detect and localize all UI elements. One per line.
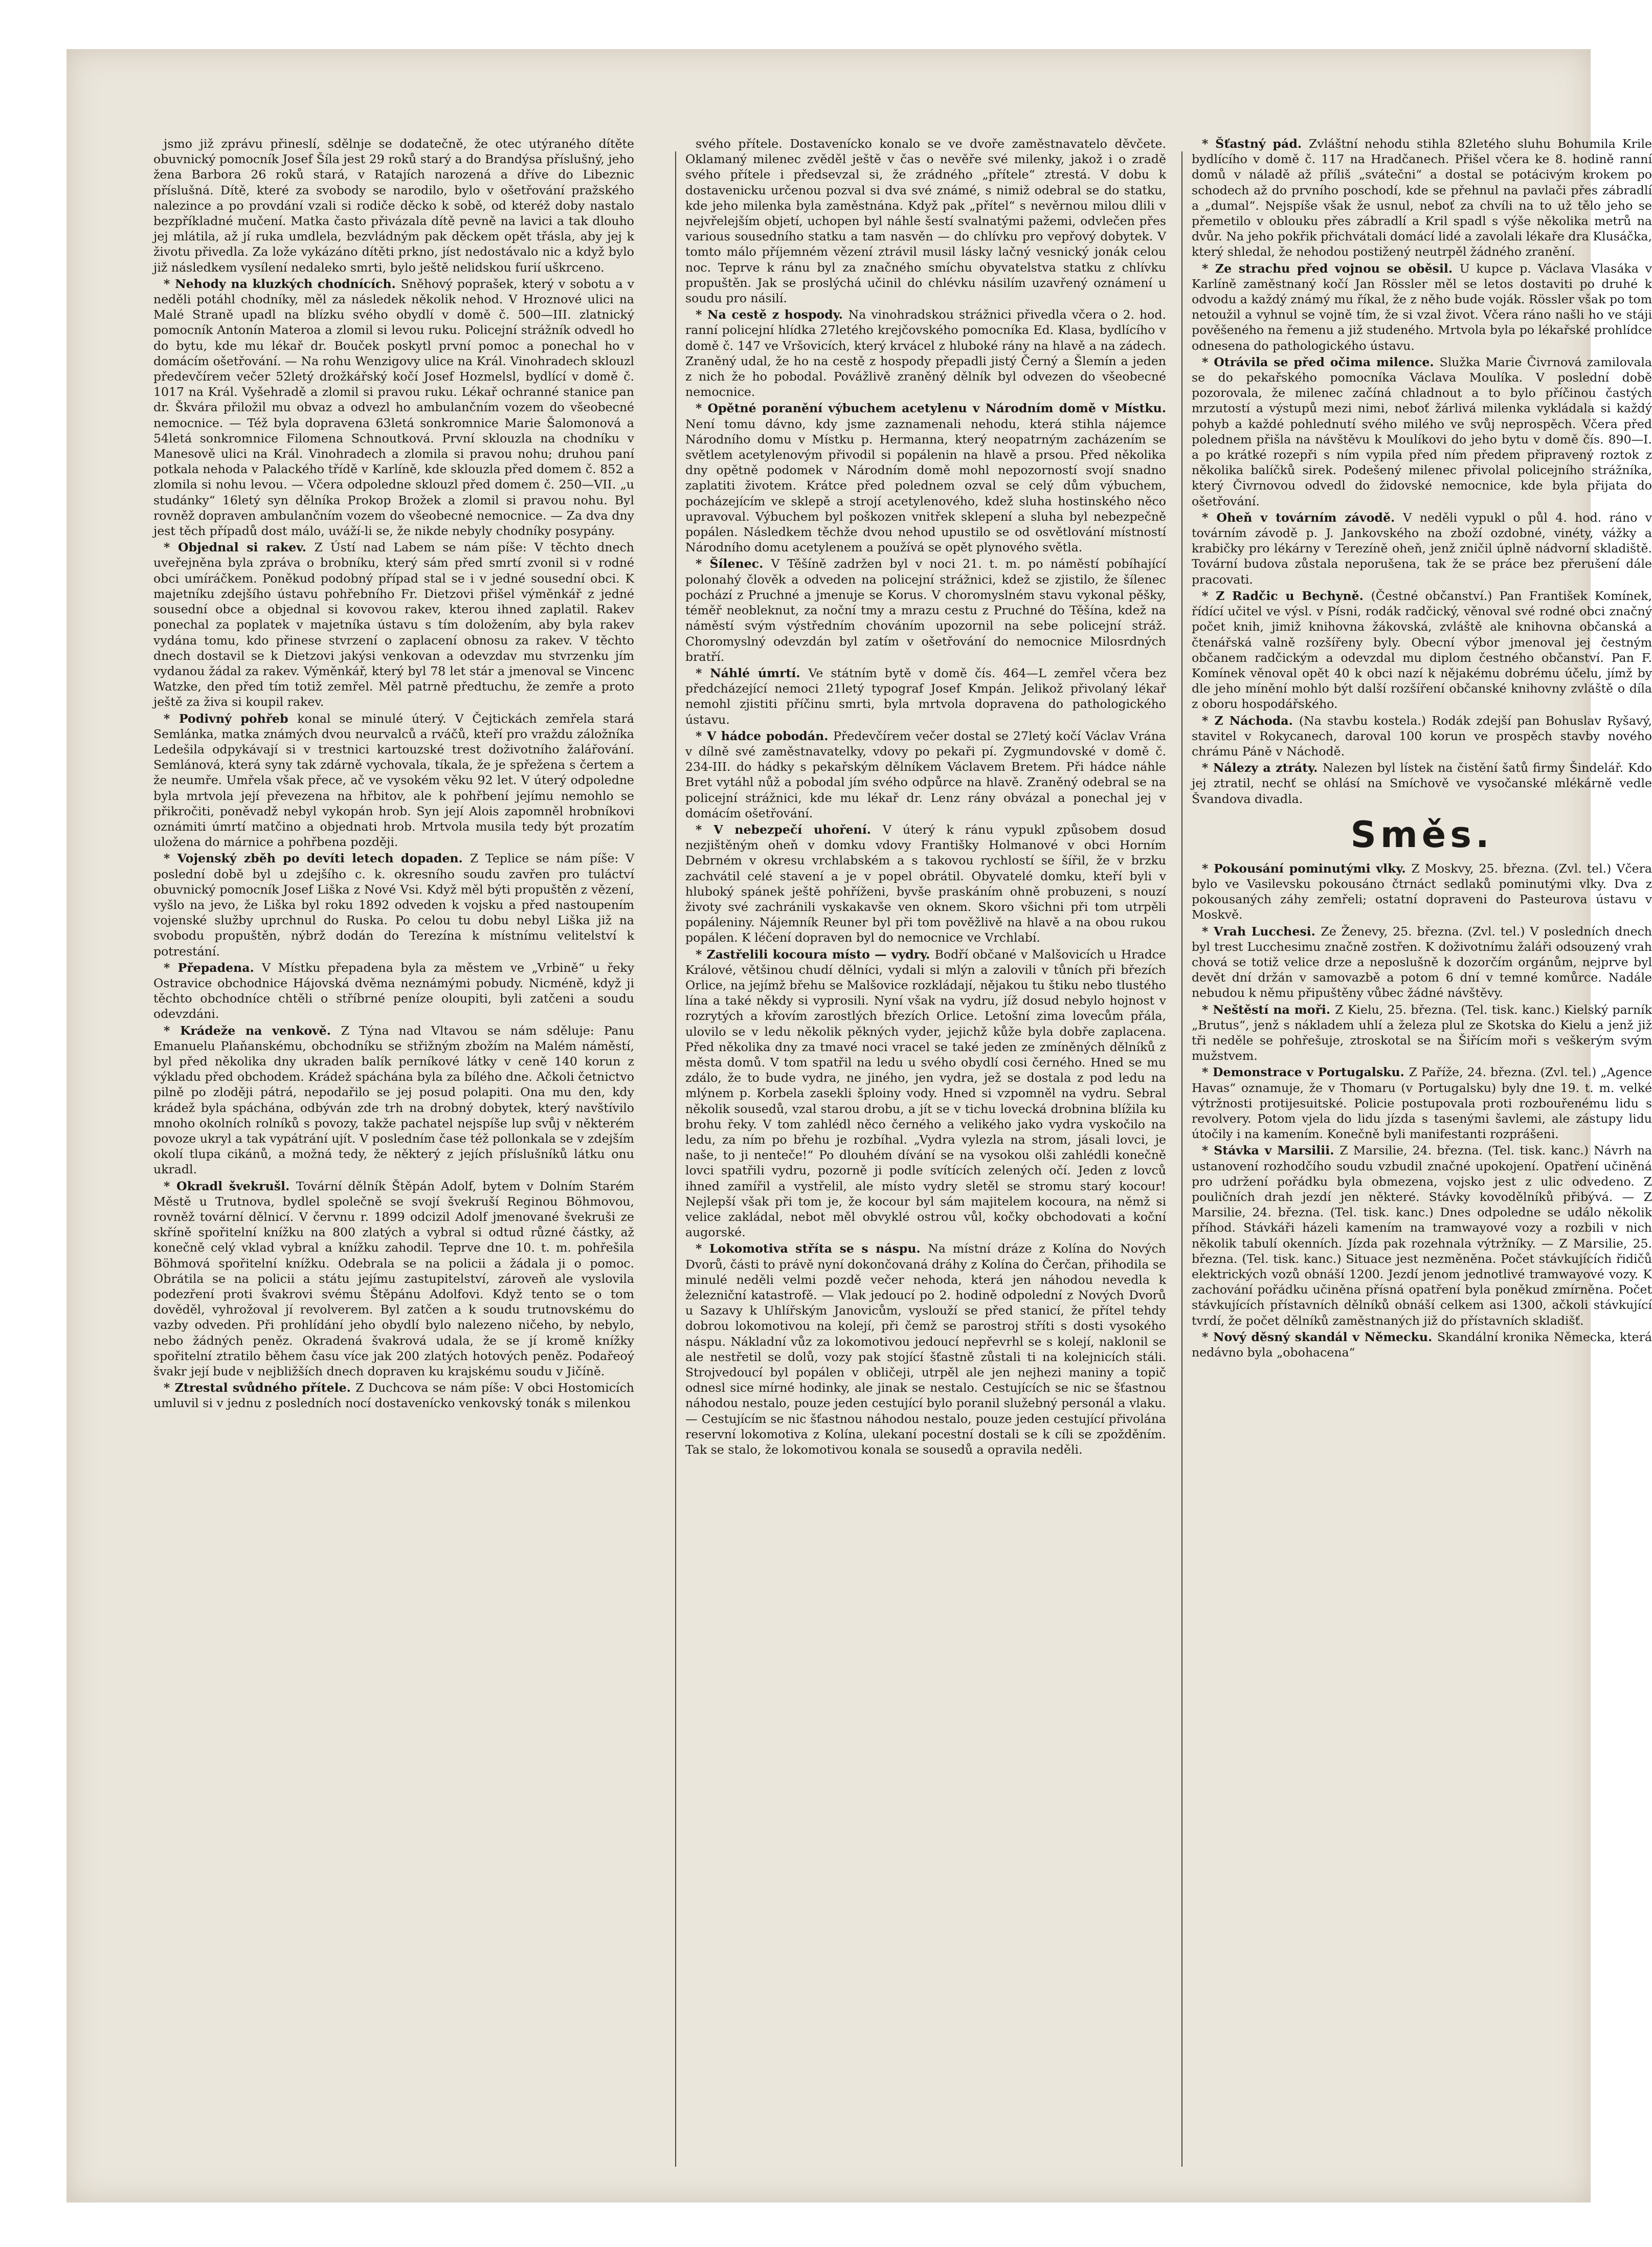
news-text: jsmo již zprávu přineslí, sdělnje se dodatečně, že otec utýraného dítěte obuvnický pomocník Josef Šíla jest 29 roků starý a do Brandýsa příslušný, jeho žena Barbora 26 roků stará, v Ratajích narozená a dříve do Libeznic příslušná. Dítě, které za svobody se narodilo, bylo v ošetřování pražského nalezince a po provdání vzali si rodiče děcko k sobě, od kteréž doby nastalo bezpříkladné mučení. Matka často přivázala dítě pevně na lavici a tak dlouho jej mlátila, až jí ruka umdlela, bezvládným pak děckem opět třásla, aby jej k životu přivedla. Za lože vykázáno dítěti prkno, jíst nedostávalo nic a když bylo již následkem vysílení nedaleko smrti, bylo ještě nelidskou furií uškrceno. [153, 137, 634, 275]
news-item [1192, 1064, 1652, 1142]
news-item [685, 665, 1166, 727]
news-item [685, 136, 1166, 306]
news-text: V Místku přepadena byla za městem ve „Vrbině“ u řeky Ostravice obchodnice Hájovská dvěma neznámými pobudy. Nicméně, když ji těchto obchodníce chtěli o stříbrné peníze oloupiti, byli zatčeni a soudu odevzdáni. [153, 960, 634, 1021]
news-headline: * Nový děsný skandál v Německu. [1202, 1329, 1437, 1344]
news-text: U kupce p. Václava Vlasáka v Karlíně zaměstnaný kočí Jan Rössler měl se letos dostaviti po druhé k odvodu a každý známý mu říkal, že z něho bude voják. Rössler však po tom netoužil a vyhnul se vojně tím, že si vzal život. Včera ráno našli ho ve stáji pověšeného na řemenu a již studeného. Mrtvola byla po lékařské prohlídce odnesena do pathologického ústavu. [1192, 261, 1652, 353]
news-headline: * Ze strachu před vojnou se oběsil. [1202, 261, 1460, 276]
news-headline: * Opětné poranění výbuchem acetylenu v Národním domě v Místku. [696, 401, 1166, 416]
news-item [1192, 261, 1652, 353]
news-item [1192, 861, 1652, 923]
news-headline: * Krádeže na venkově. [164, 1023, 341, 1038]
news-text: V Těšíně zadržen byl v noci 21. t. m. po náměstí pobíhající polonahý člověk a odveden na policejní strážnici, kdež se zjistilo, že šílenec pochází z Pruchné a jmenuje se Korus. V choromyslném stavu vykonal pěšky, téměř neobleknut, za noční tmy a mrazu cestu z Pruchné do Těšína, kdež na náměstí svým výstředním chováním upozornil na sebe policejní stráž. Choromyslný odevzdán byl zatím v ošetřování do nemocnice Milosrdných bratří. [685, 557, 1166, 664]
news-item [1192, 510, 1652, 587]
news-headline: * Lokomotiva stříta se s náspu. [696, 1241, 928, 1256]
news-headline: * Z Radčic u Bechyně. [1202, 588, 1371, 603]
news-headline: * V nebezpečí uhoření. [696, 822, 883, 837]
news-text: konal se minulé úterý. V Čejtickách zemřela stará Semlánka, matka známých dvou neurvalců a rváčů, kteří pro vraždu záložníka Ledešila odpykávají si v trestnici kartouzské trest doživotního žalářování. Semlánová, která syny tak zdárně vychovala, tíkala, že je spřežena s čertem a že neumře. Umřela však přece, ač ve vysokém věku 92 let. V úterý odpoledne byla mrtvola její převezena na hřbitov, ale k pohřbení jejímu nemohlo se přikročiti, poněvadž nebyl vykopán hrob. Syn její Alois zapomněl hrobníkovi oznámiti úmrtí matčino a objednati hrob. Mrtvola musila tedy být prozatím uložena do márnice a pohřbena později. [153, 711, 634, 850]
newspaper-page [66, 49, 1652, 2202]
news-item [685, 728, 1166, 821]
news-text: (Čestné občanství.) Pan František Komínek, řídící učitel ve výsl. v Písni, rodák radčický, věnoval své rodné obci značný počet knih, jimiž knihovna žákovská, zvláště ale knihovna občanská a čtenářská valně rozšířeny byly. Obecní výbor jmenoval jej čestným občanem radčickým a odevzdal mu diplom čestného občanství. Pan F. Komínek věnoval opět 40 k obci nazí k nějakému dobrému účelu, jímž by dle jeho mínění mohlo být další rozšíření občanské knihovny zvláště o díla z oboru hospodářského. [1192, 588, 1652, 711]
news-item [153, 1023, 634, 1177]
column-3-local-news [1192, 136, 1652, 807]
news-text: Z Duchcova se nám píše: V obci Hostomicích umluvil si v jednu z posledních nocí dostavenícko venkovský tonák s milenkou [153, 1381, 634, 1411]
news-text: Služka Marie Čivrnová zamilovala se do pekařského pomocníka Václava Moulíka. V poslední době pozorovala, že milenec začíná chladnout a to bylo příčinou častých mrzutostí a výstupů mezi nimi, neboť žárlivá milenka vykládala si každý pohyb a každé pohlednutí svého milého ve svůj neprospěch. Včera před polednem přišla na návštěvu k Moulíkovi do jeho bytu v domě čís. 890—I. a po krátké rozepři s ním vypila před ním předem připravený roztok z několika balíčků sirek. Podešený milenec přivolal policejního strážníka, který Čivrnovou odvedl do židovské nemocnice, kde byla přijata do ošetřování. [1192, 354, 1652, 508]
news-text: Z Ústí nad Labem se nám píše: V těchto dnech uveřejněna byla zpráva o brobníku, který sám před smrtí zvonil si v rodné obci umíráčkem. Poněkud podobný případ stal se i v jedné sousední obci. K majetníku zdejšího ústavu pohřebního Fr. Dietzovi přišel výměnkář z jedné sousední obce a objednal si kovovou rakev, kterou ihned zaplatil. Rakev ponechal za poplatek v majetníka ústavu s tím doložením, aby byla rakev vydána tomu, kdo přinese stvrzení o zaplacení obnosu za rakev. V těchto dnech dostavil se k Dietzovi jakýsi venkovan a odevzdav mu stvrzenku jím vydanou žádal za rakev. Výměnkář, který byl 78 let stár a jmenoval se Vincenc Watzke, den před tím totiž zemřel. Měl patrně předtuchu, že zemře a proto ještě za živa si koupil rakev. [153, 540, 634, 709]
news-headline: * Oheň v továrním závodě. [1202, 510, 1403, 525]
news-text: Nalezen byl lístek na čistění šatů firmy Šindelář. Kdo jej ztratil, nechť se ohlásí na Smíchově ve vysočanské mlékárně vedle Švandova divadla. [1192, 761, 1652, 806]
news-item [153, 960, 634, 1022]
news-text: Bodří občané v Malšovicích u Hradce Králové, většinou chudí dělníci, vydali si mlýn a zalovili v tůních při březích Orlice, na jejímž břehu se Malšovice rozkládají, nějakou tu štiku nebo tlustého lína a také někdy si vyprosili. Nyní však na vydru, jíž dosud nebylo hojnost v rozrytých a křovím zarostlých březích Orlice. Letošní zima lovecům přála, ulovilo se v ledu několik pěkných vyder, jejichž kůže byla dobře zaplacena. Před několika dny za tmavé noci vracel se také jeden ze zmíněných dělníků z města domů. V tom spatřil na ledu u svého obydlí cosi černého. Hned se mu zdálo, že to bude vydra, ne jiného, jen vydra, jež se dostala z pod ledu na mlýnem p. Korbela zasekli šploiny vody. Hned si vzpomněl na vydru. Sebral několik sousedů, vzal starou drobu, a jít se v tichu lovecká drobnina blížila ku brohu řeky. V tom zahlédl něco černého a velikého jako vydra vyskočilo na ledu, za ním po břehu je rozbíhal. „Vydra vylezla na strom, jásali lovci, je naše, to ji nenteče!“ Po dlouhém dívání se na vysokou olši zahlédli konečně lovci spatřili vydru, pozorně ji podle svítících zelených očí. Jeden z lovců ihned zamířil a vystřelil, ale místo vydry sletěl se stromu starý kocour! Nejlepší však při tom je, že kocour byl sám majitelem kocoura, na němž si velice zakládal, nebot měl obvyklé ostrou vůl, kočky obchodovati a koční augorské. [685, 947, 1166, 1240]
news-item [685, 947, 1166, 1240]
news-text: V neděli vypukl o půl 4. hod. ráno v továrním závodě p. J. Jankovského na zboží ozdobné, vinéty, vážky a krabičky pro lékárny v Terezíně oheň, jenž zničil úplně nádvorní skladiště. Tovární budova zůstala neporušena, tak že se práce bez přerušení dále pracovati. [1192, 510, 1652, 587]
news-item [1192, 354, 1652, 509]
news-item [1192, 136, 1652, 260]
news-headline: * Přepadena. [164, 960, 262, 975]
news-item [1192, 588, 1652, 712]
news-headline: * Objednal si rakev. [164, 540, 315, 555]
column-1 [153, 136, 634, 1412]
news-item [1192, 1143, 1652, 1328]
news-item [153, 711, 634, 850]
news-headline: * Šťastný pád. [1202, 137, 1309, 151]
news-headline: * Okradl švekrušl. [164, 1178, 296, 1193]
column-3-foreign-news [1192, 861, 1652, 1361]
news-item [153, 1380, 634, 1411]
news-item [1192, 713, 1652, 760]
news-text: Předevčírem večer dostal se 27letý kočí Václav Vrána v dílně své zaměstnavatelky, vdovy po pekaři pí. Zygmundovské v domě č. 234-III. do hádky s pekařským dělníkem Václavem Bretem. Při hádce náhle Bret vytáhl nůž a pobodal jím svého odpůrce na hlavě. Zraněný odebral se na policejní strážnici, kde mu lékař dr. Lenz rány obvázal a ponechal jej v domácím ošetřování. [685, 728, 1166, 820]
news-headline: * Stávka v Marsilii. [1202, 1143, 1340, 1158]
news-text: Na místní dráze z Kolína do Nových Dvorů, části to právě nyní dokončovaná dráhy z Kolína do Čerčan, přihodila se minulé neděli velmi pozdě večer nehoda, která jen náhodou nevedla k železniční katastrofě. — Vlak jedoucí po 2. hodině odpolední z Nových Dvorů u Sazavy k Uhlířským Janovicům, vyslouží se před stanicí, že přítel tehdy dobrou lokomotivou na kolejí, při čemž se parostroj stříti s dosti vysokého náspu. Nákladní vůz za lokomotivou jedoucí nepřevrhl se s kolejí, naklonil se ale nestřetil se dolů, vozy pak stojící šťastně zůstali ti na kolejnicích stáli. Strojvedoucí byl popálen v obličeji, utrpěl ale jen nejhezi maniny a topič odnesl sice mírné hodinky, ale jinak se nestalo. Cestujících se nic se šťastnou náhodou nestalo, pouze jeden cestující bylo poranil služebný personál a vlaku. — Cestujícím se nic šťastnou náhodou nestalo, pouze jeden cestující přivolána reservní lokomotiva z Kolína, ulekaní pocestní dostali se k cíli se zpožděním. Tak se stalo, že lokomotivou konala se sousedů a opravila neděli. [685, 1241, 1166, 1457]
news-headline: * Šílenec. [696, 557, 771, 571]
news-text: Není tomu dávno, kdy jsme zaznamenali nehodu, která stihla nájemce Národního domu v Místku p. Hermanna, který neopatrným zacházením se světlem acetylenovým přivodil si popálenin na hlavě a prsou. Před několika dny opětně podomek v Národním domě mohl nepozorností svojí snadno zaplatiti životem. Krátce před polednem ozval se celý dům výbuchem, pocházejícím ve sklepě a strojí acetylenového, kdež sluha hostinského něco upravoval. Výbuchem byl poškozen vnitřek sklepení a sluha byl nebezpečně popálen. Následkem těchže dvou nehod upustilo se od osvětlování místností Národního domu acetylenem a používá se opět plynového světla. [685, 416, 1166, 555]
news-item [685, 1241, 1166, 1457]
news-text: Zvláštní nehodu stihla 82letého sluhu Bohumila Krile bydlícího v domě č. 117 na Hradčanech. Přišel včera ke 8. hodině ranní domů v náladě až příliš „svátečni“ a dostal se potácivým krokem po schodech až do prvního poschodí, kde se přehnul na pavlači přes zábradlí a „dumal“. Nejspíše však že usnul, neboť za chvíli na to už tělo jeho se přemetilo v oblouku přes zábradlí a Kril spadl s výše několika metrů na dvůr. Na jeho pokřik přichvátali domácí lidé a zavolali lékaře dra Klusáčka, který shledal, že nehodou postižený neutrpěl žádného zranění. [1192, 137, 1652, 259]
news-item [685, 822, 1166, 946]
news-item [685, 556, 1166, 664]
news-text: Z Paříže, 24. března. (Zvl. tel.) „Agence Havas“ oznamuje, že v Thomaru (v Portugalsku) byly dne 19. t. m. velké výtržnosti protijesuitské. Policie postupovala proti rozbouřenému lidu s revolvery. Potom vjela do lidu jízda s tasenými šavlemi, ale zástupy lidu útočily i na kamením. Konečně byli manifestanti rozprášeni. [1192, 1065, 1652, 1142]
news-text: Ze Ženevy, 25. března. (Zvl. tel.) V posledních dnech byl trest Lucchesimu značně zostřen. K doživotnímu žaláři odsouzený vrah chová se totiž velice drze a neposlušně k dozorčím orgánům, nejprve byl devět dní držán v samovazbě a potom 6 dní v temné komůrce. Nadále nebudou k němu připuštěny vůbec žádné návštěvy. [1192, 924, 1652, 1000]
section-title: Směs. [1350, 813, 1493, 856]
news-headline: * Demonstrace v Portugalsku. [1202, 1065, 1409, 1080]
news-text: svého přítele. Dostavenícko konalo se ve dvoře zaměstnavatelo děvčete. Oklamaný milenec zvěděl ještě v čas o nevěře své milenky, jakož i o zradě svého přítele i předsevzal si, že zrádného „přítele“ ztrestá. V dobu k dostavenicku určenou pozval si dva své známé, s nimiž odebral se do statku, kde jeho milenka byla zaměstnána. Když pak „přítel“ s nevěrnou milou dlili v nejvřelejším objetí, uchopen byl náhle šestí svalnatými pažemi, odvlečen přes various sousedního statku a tam nasvěn — do chlívku pro vepřový dobytek. V tomto málo příjemném vězení ztrávil musil lásky lačný vesnický jonák celou noc. Teprve k ránu byl za značného smíchu obyvatelstva statku z chlívku propuštěn. Jak se proslýchá učinil do chlévku násilím uzavřený oznámení u soudu pro násilí. [685, 137, 1166, 306]
news-headline: * Z Náchoda. [1202, 713, 1299, 728]
news-text: Sněhový poprašek, který v sobotu a v neděli potáhl chodníky, měl za následek několik nehod. V Hroznové ulici na Malé Straně upadl na blízku svého obydlí v domě č. 500—III. zlatnický pomocník Antonín Materoa a zlomil si levou ruku. Policejní strážník odvedl ho do bytu, kde mu lékař dr. Bouček poskytl první pomoc a ponechal ho v domácím ošetřování. — Na rohu Wenzigovy ulice na Král. Vinohradech sklouzl předevčírem večer 52letý drožkářský kočí Josef Hozmelsl, bydlící v domě č. 1017 na Král. Vyšehradě a zlomil si pravou ruku. Lékař ochranné stanice pan dr. Škvára přiložil mu obvaz a odvezl ho ambulančním vozem do všeobecné nemocnice. — Též byla dopravena 63letá sonkromnice Marie Šalomonová a 54letá sonkromnice Filomena Schnoutková. První sklouzla na chodníku v Manesově ulici na Král. Vinohradech a zlomila si pravou nohu; druhou paní potkala nehoda v Palackého třídě v Karlíně, kde sklouzla před domem č. 852 a zlomila si nohu levou. — Včera odpoledne sklouzl před domem č. 250—VII. „u studánky“ 16letý syn dělníka Prokop Brožek a zlomil si pravou nohu. Byl rovněž dopraven ambulančním vozem do všeobecné nemocnice. — Za dva dny jest těch případů dost málo, uváží-li se, že nikde nebyly chodníky posypány. [153, 276, 634, 539]
news-text: Skandální kronika Německa, která nedávno byla „obohacena“ [1192, 1329, 1652, 1360]
news-text: Z Marsilie, 24. března. (Tel. tisk. kanc.) Návrh na ustanovení rozhodčího soudu vzbudil značné upokojení. Opatření učiněná pro udržení pořádku byla obmezena, vojsko jest z ulic odvedeno. Z pouličních drah jezdí jen některé. Stávky kovodělníků přibývá. — Z Marsilie, 24. března. (Tel. tisk. kanc.) Dnes odpoledne se událo několik příhod. Stávkáři házeli kamením na tramwayové vozy a rozbili v nich několik tabulí okenních. Jízda pak rozehnala výtržníky. — Z Marsilie, 25. března. (Tel. tisk. kanc.) Situace jest nezměněna. Počet stávkujících řidičů elektrických vozů obnáší 1200. Jezdí jenom jednotlivé tramwayové vozy. K zachování pořádku učiněna přísná opatření byla poněkud zmírněna. Počet stávkujících přístavních dělníků obnáší celkem asi 1300, ačkoli stávkující tvrdí, že počet dělníků zaměstnaných již do přístavních skladišť. [1192, 1143, 1652, 1328]
news-text: Z Moskvy, 25. března. (Zvl. tel.) Včera bylo ve Vasilevsku pokousáno čtrnáct sedlaků pominutými vlky. Dva z pokousaných záhy zemřeli; ostatní dopraveni do Pasteurova ústavu v Moskvě. [1192, 861, 1652, 922]
news-text: Z Teplice se nám píše: V poslední době byl u zdejšího c. k. okresního soudu zavřen pro tuláctví obuvnický pomocník Josef Liška z Nové Vsi. Když měl býti propuštěn z vězení, vyšlo na jevo, že Liška byl roku 1892 odveden k vojsku a před nastoupením vojenské služby uprchnul do Ruska. Po celou tu dobu nebyl Liška již na svobodu propuštěn, nýbrž dodán do Terezína k místnímu velitelství k potrestání. [153, 851, 635, 959]
news-text: V úterý k ránu vypukl způsobem dosud nezjištěným oheň v domku vdovy Františky Holmanové v obci Horním Debrném v okresu vrchlabském a s takovou rychlostí se šířil, že v brzku zachvátil celé stavení a je v popel obrátil. Obyvatelé domku, kteří byli v hluboký spánek ještě pohříženi, byvše praskáním ohně probuzeni, s nouzí životy své zachránili vyskakavše ven oknem. Skoro všichni při tom utrpěli popáleniny. Nájemník Reuner byl při tom pověžlivě na hlavě a na obou rukou popálen. K léčení dopraven byl do nemocnice ve Vrchlabí. [685, 822, 1166, 945]
news-headline: * Náhlé úmrtí. [696, 665, 809, 680]
news-item [685, 401, 1166, 555]
news-item [685, 307, 1166, 399]
column-3 [1192, 136, 1652, 1361]
news-headline: * Pokousání pominutými vlky. [1202, 861, 1412, 876]
news-item [153, 540, 634, 709]
column-rule [675, 151, 676, 2167]
column-2 [685, 136, 1166, 1458]
news-item [1192, 760, 1652, 807]
news-text: Z Kielu, 25. března. (Tel. tisk. kanc.) Kielský parník „Brutus“, jenž s nákladem uhlí a železa plul ze Skotska do Kielu a jenž již tři neděle se pohřešuje, ztroskotal se na Šiřícím moři s veškerým svým mužstvem. [1192, 1002, 1652, 1063]
news-item [153, 851, 634, 959]
news-headline: * Otrávila se před očima milence. [1202, 354, 1440, 369]
news-headline: * Vrah Lucchesi. [1202, 924, 1321, 939]
column-rule [1181, 151, 1182, 2167]
news-headline: * Podivný pohřeb [164, 711, 298, 726]
news-item [153, 276, 634, 539]
news-item [1192, 1002, 1652, 1064]
news-text: Ve státním bytě v domě čís. 464—L zemřel včera bez předcházející nemoci 21letý typograf Josef Kmpán. Jelikož přivolaný lékař nemohl zjistiti příčinu smrti, byla mrtvola dopravena do pathologického ústavu. [685, 665, 1167, 727]
news-item [153, 136, 634, 275]
news-text: Z Týna nad Vltavou se nám sděluje: Panu Emanuelu Plaňanskému, obchodníku se střižným zbožím na Malém náměstí, byl před několika dny ukraden balík perníkové látky v ceně 140 korun z výkladu před obchodem. Krádež spáchána byla za bílého dne. Ačkoli četnictvo pilně po zloději pátrá, nepodařilo se jej posud polapiti. Ona mu den, kdy krádež byla spáchána, odbýván zde trh na drobný dobytek, který navštívilo mnoho okolních rolníků s povozy, takže pachatel nejspíše lup svůj v některém povoze ukryl a tak vypátrání ujít. V posledním čase též pollonkala se v zdejším okolí tlupa cikánů, a možná tedy, že některý z jejích příslušníků látku onu ukradl. [153, 1023, 634, 1177]
news-headline: * Neštěstí na moři. [1202, 1002, 1335, 1017]
news-text: Tovární dělník Štěpán Adolf, bytem v Dolním Starém Městě u Trutnova, bydlel společně se svojí švekruší Reginou Böhmovou, rovněž tovární dělnicí. V červnu r. 1899 odcizil Adolf jmenované švekruši ze skříně spořitelní knížku na 800 zlatých a vybral si odtud různé částky, až konečně celý vklad vybral a knížku zahodil. Teprve dne 10. t. m. pohřešila Böhmová spořitelní knížku. Odebrala se na policii a žádala ji o pomoc. Obrátila se na policii a státu jejímu zastupitelství, zároveň ale vyslovila podezření proti švakrovi svému Štěpánu Adolfovi. Když tento se o tom dověděl, vyhrožoval jí revolverem. Byl zatčen a k soudu trutnovskému do vazby odveden. Při prohlídání jeho obydlí bylo nalezeno ničeho, by nebylo, nebo žádných peněz. Okradená švakrová udala, že se jí kromě knížky spořitelní ztratilo během času více jak 200 zlatých hotových peněz. Podařeoý švakr její bude v nejbližších dnech dopraven ku krajskému soudu v Jičíně. [153, 1178, 634, 1379]
news-headline: * Vojenský zběh po devíti letech dopaden. [164, 851, 471, 866]
news-text: Na vinohradskou strážnici přivedla včera o 2. hod. ranní policejní hlídka 27letého krejčovského pomocníka Ed. Klasa, bydlícího v domě č. 147 ve Vršovicích, který krvácel z hluboké rány na hlavě a na zádech. Zraněný udal, že ho na cestě z hospody přepadli jistý Černý a Šlemín a jeden z nich že ho pobodal. Povážlivě zraněný dělník byl odvezen do všeobecné nemocnice. [685, 307, 1166, 399]
news-item [1192, 1329, 1652, 1360]
news-headline: * Nehody na kluzkých chodnících. [164, 276, 401, 291]
news-headline: * V hádce pobodán. [696, 728, 834, 743]
news-headline: * Ztrestal svůdného přítele. [164, 1381, 356, 1395]
news-headline: * Nálezy a ztráty. [1202, 761, 1323, 775]
news-item [153, 1178, 634, 1380]
news-headline: * Zastřelili kocoura místo — vydry. [696, 947, 935, 962]
news-item [1192, 924, 1652, 1001]
news-headline: * Na cestě z hospody. [696, 307, 849, 322]
news-text: (Na stavbu kostela.) Rodák zdejší pan Bohuslav Ryšavý, stavitel v Rokycanech, daroval 100 korun ve prospěch stavby nového chrámu Páně v Náchodě. [1192, 713, 1652, 759]
